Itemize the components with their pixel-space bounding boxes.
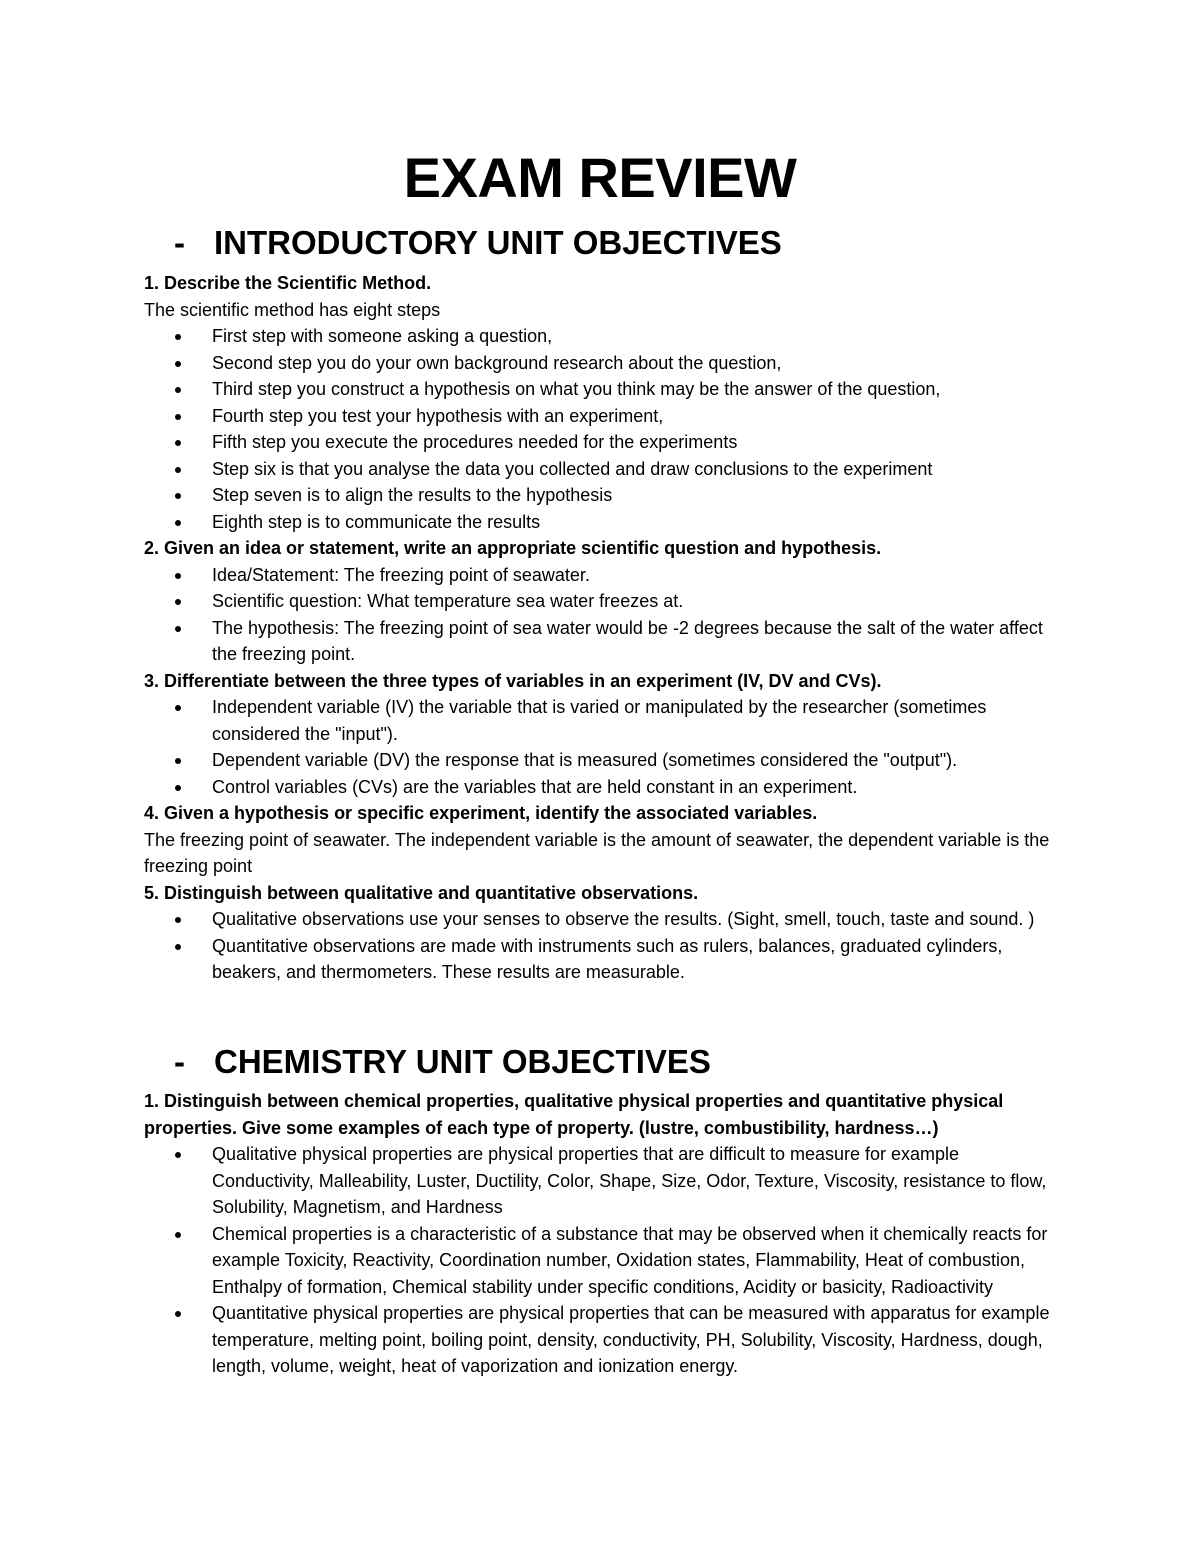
bullet-list (144, 323, 1064, 535)
objective-question: 4. Given a hypothesis or specific experiment, identify the associated variables. (144, 803, 818, 823)
heading-dash: - (174, 224, 185, 261)
objective-question: 5. Distinguish between qualitative and quantitative observations. (144, 882, 699, 903)
list-item: Qualitative observations use your senses to observe the results. (Sight, smell, touch, taste and sound. ) (144, 906, 1064, 933)
list-item: Step seven is to align the results to the hypothesis (144, 482, 1064, 509)
list-item: Second step you do your own background research about the question, (144, 350, 1064, 377)
answer-text: The freezing point of seawater. The independent variable is the amount of seawater, the dependent variable is the freezing point (144, 829, 1050, 876)
list-item: Fifth step you execute the procedures needed for the experiments (144, 429, 1064, 456)
objective-question: 1. Distinguish between chemical properties, qualitative physical properties and quantitative physical properties. Give some examples of each type of property. (lustre, combustibility, hardness…) (144, 1091, 1004, 1138)
list-item: Idea/Statement: The freezing point of seawater. (144, 562, 1064, 589)
list-item: Quantitative physical properties are physical properties that can be measured with apparatus for example temperature, melting point, boiling point, density, conductivity, PH, Solubility, Viscosity, Hardness, dough, length, volume, weight, heat of vaporization and ionization energy. (144, 1300, 1064, 1380)
section-body-chemistry (144, 1088, 1064, 1380)
list-item: Control variables (CVs) are the variables that are held constant in an experiment. (144, 774, 1064, 801)
list-item: First step with someone asking a question, (144, 323, 1064, 350)
page-title: EXAM REVIEW (403, 146, 797, 209)
section-heading-introductory (174, 223, 782, 263)
heading-dash: - (174, 1043, 185, 1080)
list-item: Independent variable (IV) the variable that is varied or manipulated by the researcher (sometimes considered the "input"). (144, 694, 1064, 747)
section-body-introductory (144, 270, 1064, 986)
bullet-list (144, 1141, 1064, 1380)
list-item: Quantitative observations are made with instruments such as rulers, balances, graduated cylinders, beakers, and thermometers. These results are measurable. (144, 933, 1064, 986)
objective-question: 3. Differentiate between the three types of variables in an experiment (IV, DV and CVs). (144, 670, 882, 691)
list-item: Scientific question: What temperature sea water freezes at. (144, 588, 1064, 615)
objective-question: 1. Describe the Scientific Method. (144, 273, 432, 293)
heading-text: CHEMISTRY UNIT OBJECTIVES (214, 1043, 711, 1080)
section-heading-chemistry (174, 1042, 711, 1082)
list-item: Step six is that you analyse the data you collected and draw conclusions to the experiment (144, 456, 1064, 483)
objective-question: 2. Given an idea or statement, write an appropriate scientific question and hypothesis. (144, 538, 882, 558)
bullet-list (144, 562, 1064, 668)
list-item: Eighth step is to communicate the results (144, 509, 1064, 536)
bullet-list (144, 906, 1064, 986)
list-item: Qualitative physical properties are physical properties that are difficult to measure for example Conductivity, Malleability, Luster, Ductility, Color, Shape, Size, Odor, Texture, Viscosity, resistance to flow, Solubility, Magnetism, and Hardness (144, 1141, 1064, 1221)
answer-text: The scientific method has eight steps (144, 299, 441, 320)
list-item: Third step you construct a hypothesis on what you think may be the answer of the question, (144, 376, 1064, 403)
bullet-list (144, 694, 1064, 800)
heading-text: INTRODUCTORY UNIT OBJECTIVES (214, 224, 782, 261)
list-item: Fourth step you test your hypothesis with an experiment, (144, 403, 1064, 430)
list-item: Dependent variable (DV) the response that is measured (sometimes considered the "output"). (144, 747, 1064, 774)
list-item: Chemical properties is a characteristic of a substance that may be observed when it chemically reacts for example Toxicity, Reactivity, Coordination number, Oxidation states, Flammability, Heat of combustion, Enthalpy of formation, Chemical stability under specific conditions, Acidity or basicity, Radioactivity (144, 1221, 1064, 1301)
list-item: The hypothesis: The freezing point of sea water would be -2 degrees because the salt of the water affect the freezing point. (144, 615, 1064, 668)
